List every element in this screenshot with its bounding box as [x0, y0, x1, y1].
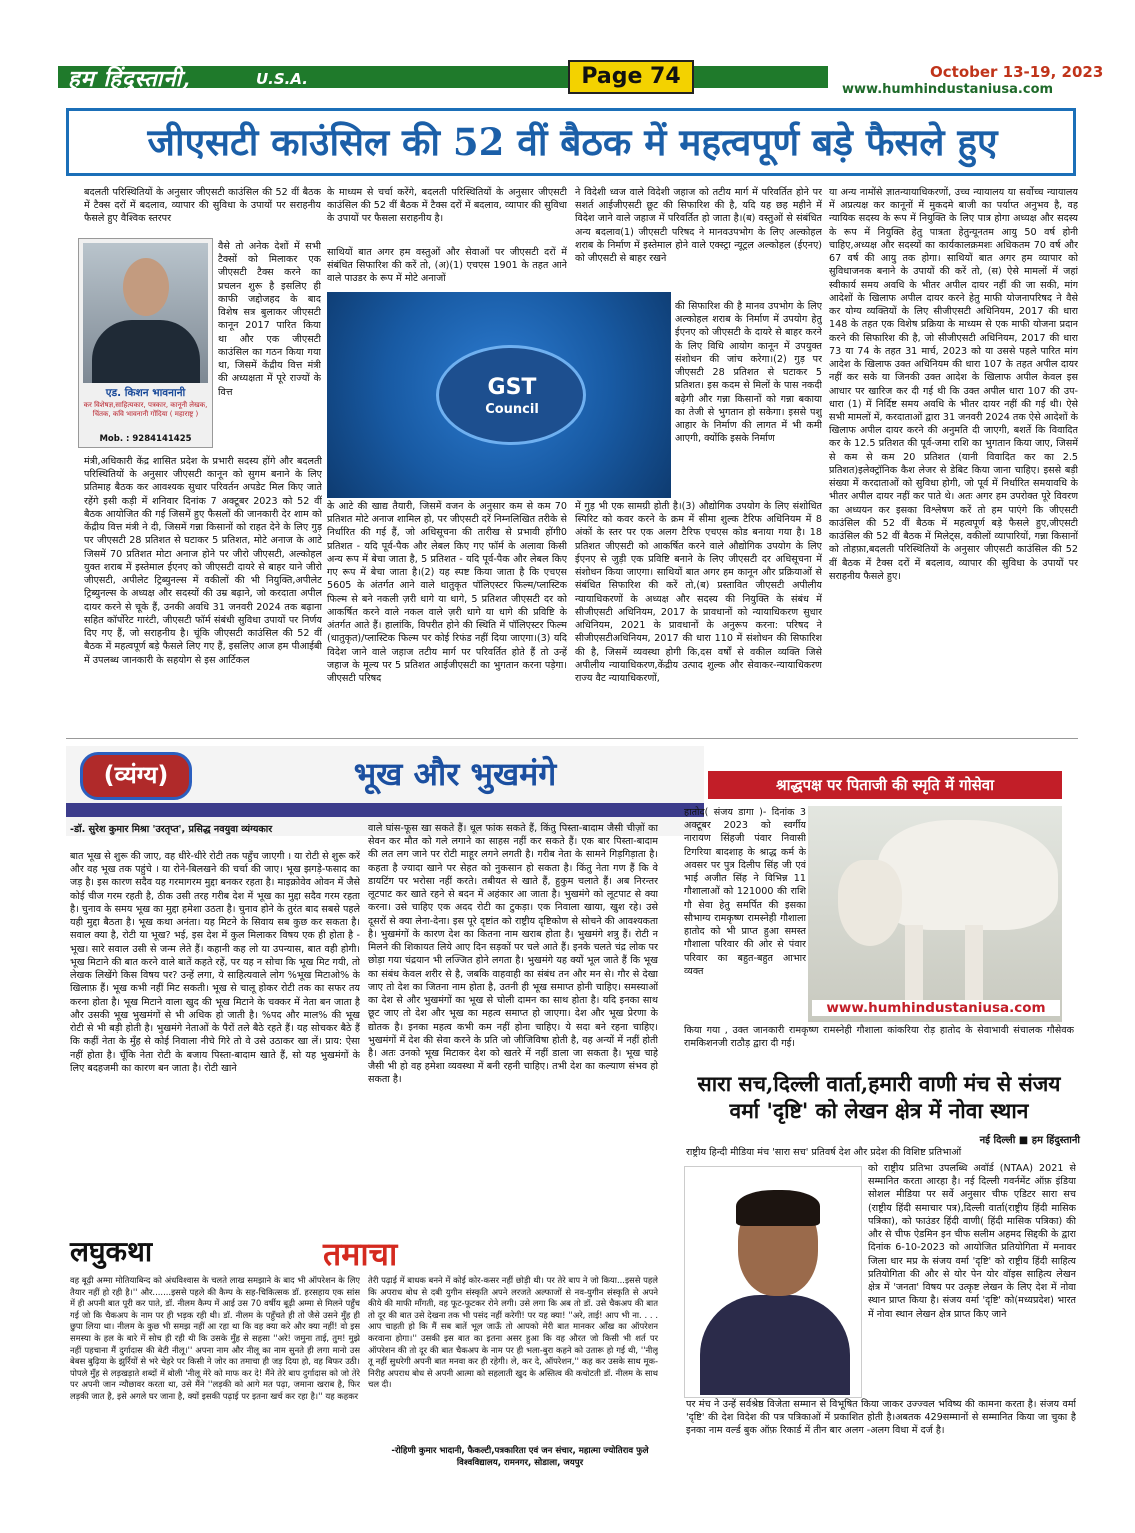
- author-mobile: Mob. : 9284141425: [99, 434, 192, 444]
- issue-date: October 13-19, 2023: [930, 63, 1104, 81]
- page-number: Page 74: [568, 60, 694, 94]
- laghukatha-col2: तेरी पढ़ाई में बाधक बनने में कोई कोर-कसर नहीं छोड़ी थी। पर तेरे बाप ने जो किया...इससे पहले कि अपराध बोध से दबी युगीन संस्कृति अपने लरजते अल्फाजों से नव-युगीन संस्कृति से अपने कीये की माफी माँगती, वह फूट-फूटकर रोने लगी। उसे लगा कि अब तो डॉ. उसे चैकअप की बात तो दूर की बात उसे देखना तक भी पसंद नहीं करेगी! पर यह क्या! ''अरे, ताई! आप भी ना. . . . आप चाहती हो कि मैं सब बातें भूल जाऊँ तो आपको मेरी बात मानकर आँख का ऑपरेशन करवाना होगा।'' उसकी इस बात का इतना असर हुआ कि वह औरत जो किसी भी शर्त पर ऑपरेशन की तो दूर की बात चैकअप के नाम पर ही भला-बुरा कहने को उतारू हो गई थी, ''नीलू तू नहीं सुधरेगी अपनी बात मनवा कर ही रहेगी। ले, कर दे, ऑपरेशन,'' कह कर उसके साथ मूक-निरीह अपराध बोध से अपनी आत्मा को सहलाती खुद के अस्तित्व की कचोटती डॉ. नीलम के साथ चल दी।: [368, 1275, 658, 1390]
- shraddh-banner: श्राद्धपक्ष पर पिताजी की स्मृति में गोसेवा: [708, 771, 1062, 799]
- saarasach-intro: राष्ट्रीय हिन्दी मीडिया मंच 'सारा सच' प्रतिवर्ष देश और प्रदेश की विशिष्ट प्रतिभाओं: [686, 1147, 962, 1158]
- article-col3-bottom: में गुड़ भी एक सामग्री होती है।(3) औद्योगिक उपयोग के लिए संशोधित स्पिरिट को कवर करने के क्रम में सीमा शुल्क टैरिफ अधिनियम में 8 अंकों के स्तर पर एक अलग टैरिफ एचएस कोड बनाया गया है। 18 प्रतिशत जीएसटी को आकर्षित करने वाले औद्योगिक उपयोग के लिए ईएनए से जुड़ी एक प्रविष्टि बनाने के लिए जीएसटी दर अधिसूचना में संशोधन किया जाएगा। साथियों बात अगर हम कानून और प्रक्रियाओं से संबंधित सिफारिश की करें तो,(ब) प्रस्तावित जीएसटी अपीलीय न्यायाधिकरणों के अध्यक्ष और सदस्य की नियुक्ति के संबंध में सीजीएसटी अधिनियम, 2017 के प्रावधानों को न्यायाधिकरण सुधार अधिनियम, 2021 के प्रावधानों के अनुरूप करना: परिषद ने सीजीएसटीअधिनियम, 2017 की धारा 110 में संशोधन की सिफारिश की है, जिसमें व्यवस्था होगी कि,दस वर्षों से वकील व्यक्ति जिसे अपीलीय न्यायाधिकरण,केंद्रीय उत्पाद शुल्क और सेवाकर-न्यायाधिकरण राज्य वैट न्यायाधिकरणों,: [575, 501, 822, 685]
- article-col1-bottom: मंत्री,अधिकारी केंद्र शासित प्रदेश के प्रभारी सदस्य होंगे और बदलती परिस्थितियों के अनुसार जीएसटी कानून को सुगम बनाने के लिए प्रतिमाह बैठक कर आवश्यक सुधार परिवर्तन अपडेट मिल किए जाते रहेंगे इसी कड़ी में शनिवार दिनांक 7 अक्टूबर 2023 को 52 वीं बैठक आयोजित की गई जिसमें हुए फैसलों की जानकारी देर शाम को केंद्रीय वित्त मंत्री ने दी, जिसमें गन्ना किसानों को राहत देने के लिए गुड़ पर जीएसटी 28 प्रतिशत से घटाकर 5 प्रतिशत, मोटे अनाज के आटे जिसमें 70 प्रतिशत मोटा अनाज होने पर जीरो जीएसटी, अल्कोहल युक्त शराब में इस्तेमाल ईएनए को जीएसटी दायरे से बाहर याने जीरो जीएसटी, अपीलेट ट्रिब्युनल्स में वकीलों की भी नियुक्ति,अपीलेट ट्रिब्युनल्स के अध्यक्ष और सदस्यों की उम्र बढ़ाने, जो करदाता अपील दायर करने से चूके हैं, उनकी अवधि 31 जनवरी 2024 तक बढ़ाना सहित कॉर्पोरेट गारंटी, जीएसटी फॉर्म संबंधी सुविधा उपायों पर निर्णय दिए गए हैं, जो सराहनीय है। चूंकि जीएसटी काउंसिल की 52 वीं बैठक में महत्वपूर्ण बड़े फैसले लिए गए हैं, इसलिए आज हम पीआईबी में उपलब्ध जानकारी के सहयोग से इस आर्टिकल: [84, 456, 322, 666]
- cow-photo-url[interactable]: www.humhindustaniusa.com: [812, 1000, 1060, 1016]
- cow-leg: [965, 925, 983, 1005]
- cow-body: [878, 820, 1058, 930]
- vyang-header-strip: [66, 803, 704, 817]
- laghukatha-credit: -रोहिणी कुमार भादानी, फैकल्टी,पत्रकारिता एवं जन संचार, महात्मा ज्योतिराव फुले विश्वविद्यालय, रामनगर, सोडाला, जयपुर: [391, 1446, 649, 1469]
- vyang-col1: बात भूख से शुरू की जाए, वह धीरे-धीरे रोटी तक पहुँच जाएगी । या रोटी से शुरू करें और वह भूख तक पहुंचे । या रोने-बिलखने की चर्चा की जाए। भूख झगड़े-फसाद का जड़ है। इस कारण सदैव यह गरमागरम मुद्दा बनकर रहता है। माइक्रोवेव ओवन में जैसे कोई चीज गरम रहती है, ठीक उसी तरह गरीब देश में भूख का मुद्दा सदैव गरम रहता है। चुनाव के समय भूख का मुद्दा हमेशा उठता है। चुनाव होने के तुरंत बाद सबसे पहले यही मुद्दा बैठता है। भूख कथा अनंता। यह मिटने के सिवाय सब कुछ कर सकता है। सवाल क्या है, रोटी या भूख? भई, इस देश में कुल मिलाकर विषय एक ही होता है - भूख। सारे सवाल उसी से जन्म लेते हैं। कहानी कह लो या उपन्यास, बात वही होगी। भूख मिटाने की बात करने वाले बातें कहते रहें, पर यह न सोचा कि भूख मिट गयी, तो लेखक लिखेंगे किस विषय पर? उन्हें लगा, ये साहित्यवाले लोग %भूख मिटाओ% के खिलाफ़ हैं। भूख कभी नहीं मिट सकती। भूख से चालू होकर रोटी तक का सफर तय करना होता है। भूख मिटाने वाला खुद की भूख मिटाने के चक्कर में नेता बन जाता है और उसकी भूख भुखमंगों से भी अधिक हो जाती है। %पद और माल% की भूख रोटी से भी बड़ी होती है। भुखमंगे नेताओं के पैरों तले बैठे रहते हैं। यह सोचकर बैठे हैं कि कहीं नेता के मुँह से कोई निवाला नीचे गिरे तो वे उसे उठाकर खा लें। प्राय: ऐसा नहीं होता है। चूँकि नेता रोटी के बजाय पिस्ता-बादाम खाते हैं, सो यह भुखमंगों के लिए बदहजमी का कारण बन जाता है। रोटी खाने: [70, 851, 360, 1074]
- vyang-title: भूख और भुखमंगे: [353, 755, 557, 793]
- gst-image-subtitle: Council: [485, 402, 539, 417]
- author-photo-head: [123, 258, 169, 316]
- cow-leg: [905, 925, 923, 1005]
- laghukatha-title: तमाचा: [323, 1235, 398, 1273]
- article-col3-top: ने विदेशी ध्वज वाले विदेशी जहाज को तटीय मार्ग में परिवर्तित होने पर सशर्त आईजीएसटी छूट की सिफारिश की है, यदि यह छह महीने में विदेश जाने वाले जहाज में परिवर्तित हो जाता है।(ब) वस्तुओं से संबंधित अन्य बदलाव(1) जीएसटी परिषद ने मानवउपभोग के लिए अल्कोहल शराब के निर्माण में इस्तेमाल होने वाले एक्स्ट्रा न्यूट्रल अल्कोहल (ईएनए) को जीएसटी से बाहर रखने: [575, 187, 822, 265]
- article-col4: या अन्य नामोंसे ज्ञातन्यायाधिकरणों, उच्च न्यायालय या सर्वोच्च न्यायालय में अप्रत्यक्ष कर कानूनों में मुकदमे बाजी का पर्याप्त अनुभव है, वह न्यायिक सदस्य के रूप में नियुक्ति के लिए पात्र होगा अध्यक्ष और सदस्य के रूप में नियुक्ति हेतु पात्रता हेतुन्यूनतम आयु 50 वर्ष होनी चाहिए,अध्यक्ष और सदस्यों का कार्यकालक्रमशः अधिकतम 70 वर्ष और 67 वर्ष की आयु तक होगा। साथियों बात अगर हम व्यापार को सुविधाजनक बनाने के उपायों की करें तो, (स) ऐसे मामलों में जहां स्वीकार्य समय अवधि के भीतर अपील दायर नहीं की जा सकी, मांग आदेशों के खिलाफ अपील दायर करने हेतु माफी योजनापरिषद ने वैसे कर योग्य व्यक्तियों के लिए सीजीएसटी अधिनियम, 2017 की धारा 148 के तहत एक विशेष प्रक्रिया के माध्यम से एक माफी योजना प्रदान करने की सिफारिश की है, जो सीजीएसटी अधिनियम, 2017 की धारा 73 या 74 के तहत 31 मार्च, 2023 को या उससे पहले पारित मांग आदेश के खिलाफ उक्त अधिनियम की धारा 107 के तहत अपील दायर नहीं कर सके या जिनकी उक्त आदेश के खिलाफ अपील केवल इस आधार पर खारिज कर दी गई थी कि उक्त अपील धारा 107 की उप-धारा (1) में निर्दिष्ट समय अवधि के भीतर दायर नहीं की गई थी। ऐसे सभी मामलों में, करदाताओं द्वारा 31 जनवरी 2024 तक ऐसे आदेशों के खिलाफ अपील दायर करने की अनुमति दी जाएगी, बशर्ते कि विवादित कर के 12.5 प्रतिशत की पूर्व-जमा राशि का भुगतान किया जाए, जिसमें से कम से कम 20 प्रतिशत (यानी विवादित कर का 2.5 प्रतिशत)इलेक्ट्रॉनिक कैश लेजर से डेबिट किया जाना चाहिए। इससे बड़ी संख्या में करदाताओं को सुविधा होगी, जो पूर्व में निर्धारित समयावधि के भीतर अपील दायर नहीं कर पाते थे। अतः अगर हम उपरोक्त पूरे विवरण का अध्ययन कर इसका विश्लेषण करें तो हम पाएंगे कि जीएसटी काउंसिल की 52 वीं बैठक में महत्वपूर्ण बड़े फैसले हुए,जीएसटी काउंसिल की 52 वीं बैठक में मिलेट्स, वकीलों व्यापारियों, गन्ना किसानों को तोहफ़ा,बदलती परिस्थितियों के अनुसार जीएसटी काउंसिल की 52 वीं बैठक में टैक्स दरों में बदलाव, व्यापार की सुविधा के उपायों पर सराहनीय फैसले हुए।: [829, 187, 1078, 582]
- article-col2-bottom: के आटे की खाद्य तैयारी, जिसमें वजन के अनुसार कम से कम 70 प्रतिशत मोटे अनाज शामिल हो, पर जीएसटी दरें निम्नलिखित तरीके से निर्धारित की गई हैं, जो अधिसूचना की तारीख से प्रभावी होंगी0 प्रतिशत - यदि पूर्व-पैक और लेबल किए गए फॉर्म के अलावा किसी अन्य रूप में बेचा जाता है, 5 प्रतिशत - यदि पूर्व-पैक और लेबल किए गए रूप में बेचा जाता है।(2) यह स्पष्ट किया जाता है कि एचएस 5605 के अंतर्गत आने वाले धातुकृत पॉलिएस्टर फिल्म/प्लास्टिक फिल्म से बने नकली ज़री धागे या धागे, 5 प्रतिशत जीएसटी दर को आकर्षित करने वाले नकल वाले ज़री धागे या धागे की प्रविष्टि के अंतर्गत आते हैं। हालांकि, विपरीत होने की स्थिति में पॉलिएस्टर फिल्म (धातुकृत)/प्लास्टिक फिल्म पर कोई रिफंड नहीं दिया जाएगा।(3) यदि विदेश जाने वाले जहाज तटीय मार्ग पर परिवर्तित होते हैं तो उन्हें जहाज के मूल्य पर 5 प्रतिशत आईजीएसटी का भुगतान करना पड़ेगा। जीएसटी परिषद: [327, 501, 567, 685]
- gst-image-title: GST: [487, 375, 537, 400]
- laghukatha-col1: वह बूढ़ी अम्मा मोतियाबिन्द को अंधविश्वास के चलते लाख समझाने के बाद भी ऑपरेशन के लिए तैयार नहीं हो रही है।'' और.......इससे पहले की कैम्प के सह-चिकित्सक डॉ. हरसहाय एक सांस में ही अपनी बात पूरी कर पाते, डॉ. नीलम कैम्प में आई उस 70 वर्षीय बूढ़ी अम्मा से मिलने पहुँच गई जो कि चैकअप के नाम पर ही भड़क रही थी। डॉ. नीलम के पहुँचते ही तो जैसे उसने मुँह ही छुपा लिया था। नीलम के कुछ भी समझ नहीं आ रहा था कि वह क्या करे और क्या नहीं! वो इस समस्या के हल के बारे में सोच ही रही थी कि उसके मुँह से सहसा ''अरे! जमुना ताई, तुम! मुझे नहीं पहचाना मैं दुर्गादास की बेटी नीलू।'' अपना नाम और नीलू का नाम सुनते ही लगा मानो उस बेबस बुढ़िया के झुर्रियों से भरे चेहरे पर किसी ने जोर का तमाचा ही जड़ दिया हो, वह बिफर उठी। पोपले मुँह से लड़खड़ाते शब्दों में बोली 'नीलू मेरे को माफ कर दे! मैंने तेरे बाप दुर्गादास को जो तेरे पर अपनी जान न्यौछावर करता था, उसे मैंने ''लड़की को आगे मत पढ़ा, जमाना खराब है, फिर लड़की जात है, इसे अगले घर जाना है, क्यों इसकी पढ़ाई पर इतना खर्च कर रहा है।'' यह कहकर: [70, 1275, 360, 1401]
- saarasach-byline: नई दिल्ली ■ हम हिंदुस्तानी: [979, 1135, 1080, 1146]
- vyang-col2: वाले घांस-फूस खा सकते हैं। धूल फांक सकते हैं, किंतु पिस्ता-बादाम जैसी चीज़ों का सेवन कर मौत को गले लगाने का साहस नहीं कर सकते हैं। एक बार पिस्ता-बादाम की लत लग जाने पर रोटी माहूर लगने लगती है। गरीब नेता के सामने गिड़गिड़ाता है। कहता है ज्यादा खाने पर सेहत को नुकसान हो सकता है। किंतु नेता गण हैं कि वे डायटिंग पर भरोसा नहीं करते। तबीयत से खाते हैं, हुकुम चलाते हैं। अब निरन्तर लूटपाट कर खाते रहने से बदन में अहंकार आ जाता है। भुखमंगे को लूटपाट से क्या करना। उसे चाहिए एक अदद रोटी का टुकड़ा। एक निवाला खाया, खुश रहे। उसे दूसरों से क्या लेना-देना। इस पूरे दृष्टांत को राष्ट्रीय दृष्टिकोण से सोचने की आवश्यकता है। भुखमंगों के कारण देश का कितना नाम खराब होता है। भुखमंगे शत्रु हैं। रोटी न मिलने की शिकायत लिये आए दिन सड़कों पर चले आते हैं। इनके चलते चंद्र लोक पर छोड़ा गया चंद्रयान भी लज्जित होने लगता है। भुखमंगे यह क्यों भूल जाते हैं कि भूख का संबंध केवल शरीर से है, जबकि वाहवाही का संबंध तन और मन से। गौर से देखा जाए तो देश का जितना नाम होता है, उतनी ही भूख समाप्त होनी चाहिए। समस्याओं का देश से और भुखमंगों का भूख से चोली दामन का साथ होता है। यदि इनका साथ छूट जाए तो देश और भूख का महत्व समाप्त हो जाएगा। देश और भूख प्रेरणा के द्योतक है। इनका महत्व कभी कम नहीं होना चाहिए। ये सदा बने रहना चाहिए। भुखमंगों में देश की सेवा करने के प्रति जो जीजिविषा होती है, वह अन्यों में नहीं होती है। अतः उनको भूख मिटाकर देश को खतरे में नहीं डाला जा सकता है। भूख चाहे जैसी भी हो वह हमेशा व्यवस्था में बनी रहनी चाहिए। तभी देश का कल्याण संभव हो सकता है।: [368, 823, 658, 1086]
- main-headline: जीएसटी काउंसिल की 52 वीं बैठक में महत्वपूर्ण बड़े फैसले हुए: [147, 120, 998, 164]
- photo-hair: [736, 1190, 820, 1226]
- vyang-label: (व्यंग्य): [80, 752, 192, 800]
- article-col1-side: वैसे तो अनेक देशों में सभी टैक्सों को मिलाकर एक जीएसटी टैक्स करने का प्रचलन शुरू है इसलिए ही काफी जद्दोजहद के बाद विशेष सत्र बुलाकर जीएसटी कानून 2017 पारित किया था और एक जीएसटी काउंसिल का गठन किया गया था, जिसमें केंद्रीय वित्त मंत्री की अध्यक्षता में पूरे राज्यों के वित्त: [218, 241, 321, 398]
- article-col1-top: बदलती परिस्थितियों के अनुसार जीएसटी काउंसिल की 52 वीं बैठक में टैक्स दरों में बदलाव, व्यापार की सुविधा के उपायों पर सराहनीय फैसले हुए वैश्विक स्तरपर: [84, 187, 321, 225]
- article-col2-top: के माध्यम से चर्चा करेंगे, बदलती परिस्थितियों के अनुसार जीएसटी काउंसिल की 52 वीं बैठक में टैक्स दरों में बदलाव, व्यापार की सुविधा के उपायों पर फैसला सराहनीय है।: [327, 187, 567, 225]
- article-col2-mid: साथियों बात अगर हम वस्तुओं और सेवाओं पर जीएसटी दरों में संबंधित सिफारिश की करें तो, (अ)(1) एचएस 1901 के तहत आने वाले पाउडर के रूप में मोटे अनाजों: [327, 247, 567, 285]
- saarasach-text: को राष्ट्रीय प्रतिभा उपलब्धि अवॉर्ड (NTAA) 2021 से सम्मानित करता आरहा है। नई दिल्ली गवर्नमेंट ऑफ़ इंडिया सोशल मीडिया पर सर्वे अनुसार चीफ एडिटर सारा सच (राष्ट्रीय हिंदी समाचार पत्र),दिल्ली वार्ता(राष्ट्रीय हिंदी मासिक पत्रिका), को फाउंडर हिंदी वाणी( हिंदी मासिक पत्रिका) की और से चीफ ऐडमिन इन चीफ सलीम अहमद सिद्दकी के द्वारा दिनांक 6-10-2023 को आयोजित प्रतियोगिता में मनावर जिला धार मप्र के संजय वर्मा 'दृष्टि' को राष्ट्रीय हिंदी साहित्य प्रतियोगिता की और से योर पेन योर वॉइस साहित्य लेखन क्षेत्र में 'जनता' विषय पर उत्कृष्ट लेखन के लिए देश में नोवा स्थान प्राप्त किया है। संजय वर्मा 'दृष्टि' को(मध्यप्रदेश) भारत में नोवा स्थान लेखन क्षेत्र प्राप्त किए जाने: [868, 1163, 1076, 1320]
- shraddh-bottom-text: किया गया , उक्त जानकारी रामकृष्ण रामस्नेही गौशाला कांकरिया रोड़ हातोद के सेवाभावी संचालक गौसेवक रामकिशनजी राठौड़ द्वारा दी गई।: [684, 1025, 1074, 1050]
- vyang-author: -डॉ. सुरेश कुमार मिश्रा 'उरतृप्त', प्रसिद्ध नवयुवा व्यंग्यकार: [70, 824, 273, 835]
- author-description: कर विशेषज्ञ,साहित्यकार, पत्रकार, कानूनी लेखक, चिंतक, कवि भावनानी गोंदिया ( महाराष्ट्र ): [83, 401, 208, 419]
- shraddh-text: हातोद( संजय डागा )- दिनांक 3 अक्टूबर 2023 को स्वर्गीय नारायण सिंहजी पंवार निवासी टिगरिया बादशाह के श्राद्ध कर्म के अवसर पर पुत्र दिलीप सिंह जी एवं भाई अजीत सिंह ने विभिन्न 11 गौशालाओं को 121000 की राशि गौ सेवा हेतु समर्पित की इसका सौभाग्य रामकृष्ण रामस्नेही गौशाला हातोद को भी प्राप्त हुआ समस्त गौशाला परिवार की ओर से पंवार परिवार का बहुत-बहुत आभार व्यक्त: [684, 807, 806, 977]
- article-col3-side: की सिफारिश की है मानव उपभोग के लिए अल्कोहल शराब के निर्माण में उपयोग हेतु ईएनए को जीएसटी के दायरे से बाहर करने के लिए विधि आयोग कानून में उपयुक्त संशोधन की जांच करेगा।(2) गुड़ पर जीएसटी 28 प्रतिशत से घटाकर 5 प्रतिशत। इस कदम से मिलों के पास नकदी बढ़ेगी और गन्ना किसानों को गन्ना बकाया का तेजी से भुगतान हो सकेगा। इससे पशु आहार के निर्माण की लागत में भी कमी आएगी, क्योंकि इसके निर्माण: [675, 301, 822, 445]
- section-divider: [66, 738, 1078, 739]
- saarasach-bottom-text: पर मंच ने उन्हें सर्वश्रेष्ठ विजेता सम्मान से विभूषित किया जाकर उज्ज्वल भविष्य की कामना करता है। संजय वर्मा 'दृष्टि' की देश विदेश की पत्र पत्रिकाओं में प्रकाशित होती है।अबतक 429सम्मानों से सम्मानित किया जा चुका है इनका नाम वर्ल्ड बुक ऑफ़ रिकार्ड में तीन बार अलग -अलग विधा में दर्ज है।: [686, 1399, 1076, 1437]
- saarasach-title: सारा सच,दिल्ली वार्ता,हमारी वाणी मंच से संजय वर्मा 'दृष्टि' को लेखन क्षेत्र में नोवा स्थान: [697, 1071, 1061, 1124]
- author-photo-suit: [92, 320, 200, 383]
- masthead-usa: U.S.A.: [256, 70, 308, 88]
- author-name: एड. किशन भावनानी: [105, 387, 186, 399]
- photo-shirt: [700, 1295, 850, 1395]
- cow-head: [838, 860, 902, 946]
- laghukatha-heading: लघुकथा: [70, 1235, 153, 1268]
- masthead-name: हम हिंदुस्तानी,: [68, 66, 191, 92]
- masthead-url[interactable]: www.humhindustaniusa.com: [842, 82, 1054, 97]
